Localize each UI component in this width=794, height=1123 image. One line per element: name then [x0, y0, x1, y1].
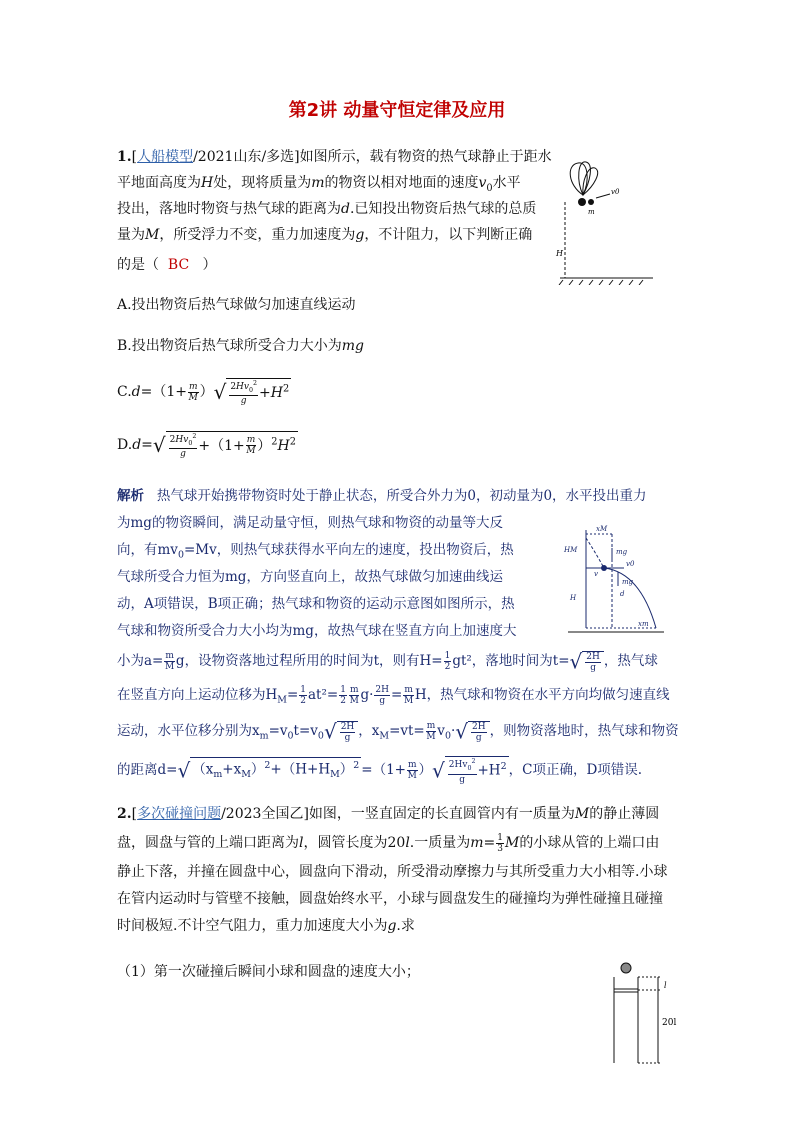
label-H: H: [570, 594, 577, 602]
q2-text: ，圆管长度为20: [303, 835, 406, 851]
q1-text: 如图所示，载有物资的热气球静止于距水: [299, 149, 552, 165]
solution-text: 小为a=: [117, 653, 164, 669]
solution-text: gt²，落地时间为t=: [452, 653, 570, 669]
solution-line-4: 气球所受合力恒为mg，方向竖直向上，故热气球做匀加速曲线运: [117, 569, 503, 585]
q2-source: /2023全国乙]: [221, 806, 309, 822]
label-mg-down: mg: [622, 578, 634, 586]
q2-line-2: 盘，圆盘与管的上端口距离为l，圆管长度为20l.一质量为m= $\frac{1}{3}$ M的小球从管的上端口由: [117, 832, 660, 854]
solution-text: 在竖直方向上运动位移为H: [117, 687, 278, 703]
q1-text: 水平: [492, 175, 521, 191]
solution-text: 的距离d=: [117, 762, 178, 778]
q1-option-b: B.投出物资后热气球所受合力大小为mg: [117, 338, 364, 354]
q1-number: 1.: [117, 149, 132, 165]
q2-text: .一质量为: [409, 835, 471, 851]
cargo-ball: [588, 199, 594, 205]
q1-text: 投出，落地时物资与热气球的距离为: [117, 201, 341, 217]
q1-option-c-text: C.: [117, 384, 132, 400]
q2-number: 2.: [117, 806, 132, 822]
solution-text: =: [286, 687, 299, 703]
q1-line-1: 1.[人船模型/2021山东/多选]如图所示，载有物资的热气球静止于距水: [117, 149, 552, 165]
q1-option-a: A.投出物资后热气球做匀加速直线运动: [117, 297, 356, 313]
solution-label: 解析: [117, 488, 144, 504]
q2-text: 如图，一竖直固定的长直圆管内有一质量为: [308, 806, 575, 822]
solution-text: ，x: [358, 723, 380, 739]
q2-line-4: 在管内运动时与管壁不接触，圆盘始终水平，小球与圆盘发生的碰撞均为弹性碰撞且碰撞: [117, 891, 663, 907]
solution-text: =: [391, 687, 403, 703]
q2-text: 的小球从管的上端口由: [519, 835, 660, 851]
solution-line-5: 动，A项错误，B项正确；热气球和物资的运动示意图如图所示，热: [117, 596, 515, 612]
solution-text: t=v: [293, 723, 318, 739]
solution-text: 热气球开始携带物资时处于静止状态，所受合外力为0，初动量为0，水平投出重力: [156, 488, 647, 504]
label-H: H: [556, 249, 563, 258]
q1-tag-link[interactable]: 人船模型: [137, 149, 194, 165]
q2-tag-link[interactable]: 多次碰撞问题: [137, 806, 222, 822]
label-m: m: [588, 208, 595, 216]
solution-text: v: [437, 723, 445, 739]
label-d: d: [620, 590, 625, 598]
label-v: v: [594, 570, 598, 578]
q1-line-3: 投出，落地时物资与热气球的距离为d.已知投出物资后热气球的总质: [117, 201, 537, 217]
q1-text: 的物资以相对地面的速度: [324, 175, 479, 191]
label-mg-up: mg: [616, 548, 628, 556]
solution-text: g·: [360, 687, 374, 703]
q1-answer: BC: [167, 257, 190, 273]
q2-line-5: 时间极短.不计空气阻力，重力加速度大小为g.求: [117, 918, 415, 934]
label-xM: xM: [596, 525, 608, 533]
balloon-figure: [548, 160, 688, 285]
q1-line-2: 平地面高度为H处，现将质量为m的物资以相对地面的速度$v_0$水平: [117, 175, 521, 194]
solution-line-2: 为mg的物资瞬间，满足动量守恒，则热气球和物资的动量等大反: [117, 515, 503, 531]
solution-line-6: 气球和物资所受合力大小均为mg，故热气球在竖直方向上加速度大: [117, 623, 517, 639]
q2-text: .求: [396, 918, 415, 934]
solution-line-7: 小为a= $\frac{m}{M}$ g，设物资落地过程所用的时间为t，则有H= $\frac{1}{2}$ gt²，落地时间为t=√ $\frac{2H}{g}$ ，热气球: [117, 649, 658, 674]
q2-line-1: 2.[多次碰撞问题/2023全国乙]如图，一竖直固定的长直圆管内有一质量为M的静止薄圆: [117, 806, 660, 822]
solution-text: ，则物资落地时，热气球和物资: [489, 723, 679, 739]
label-v0: v0: [626, 560, 635, 568]
q2-text: 盘，圆盘与管的上端口距离为: [117, 835, 299, 851]
q2-line-3: 静止下落，并撞在圆盘中心，圆盘向下滑动，所受滑动摩擦力与其所受重力大小相等.小球: [117, 864, 668, 880]
solution-text: 向，有mv: [117, 542, 178, 558]
solution-text: ，热气球: [603, 653, 658, 669]
solution-line-1: [117, 481, 647, 511]
motion-diagram: [560, 520, 670, 638]
solution-text: ，C项正确，D项错误.: [508, 762, 643, 778]
solution-line-9: 运动，水平位移分别为$x_m=v_0t=v_0√$ $\frac{2H}{g}$ ，$x_M=vt=$ $\frac{m}{M}$ $v_0\cdot√$ $\frac{2H}{g}$ ，则物资落地时，热气球和物资: [117, 719, 679, 744]
gondola: [578, 198, 586, 206]
label-HM: HM: [564, 546, 578, 554]
label-xm: xm: [638, 620, 649, 628]
solution-line-8: 在竖直方向上运动位移为$H_M=$ $\frac{1}{2}$ at²= $\frac{1}{2}$ $\frac{m}{M}$ g· $\frac{2H}{g}$ = $\frac{m}{M}$ H，热气球和物资在水平方向均做匀速直线: [117, 685, 670, 706]
q1-text: ，所受浮力不变，重力加速度为: [159, 227, 356, 243]
solution-text: 运动，水平位移分别为x: [117, 723, 260, 739]
q1-line-5: [117, 250, 217, 280]
q1-option-b-text: B.投出物资后热气球所受合力大小为: [117, 338, 342, 354]
q1-source: /2021山东/多选]: [193, 149, 300, 165]
tube-figure: [600, 955, 690, 1067]
q1-text: .已知投出物资后热气球的总质: [349, 201, 537, 217]
solution-text: =v: [268, 723, 288, 739]
q2-text: 时间极短.不计空气阻力，重力加速度大小为: [117, 918, 388, 934]
balloon-trajectory: [586, 538, 604, 568]
solution-text: at²=: [308, 687, 339, 703]
solution-text: H，热气球和物资在水平方向均做匀速直线: [414, 687, 670, 703]
q1-option-d-text: D.: [117, 437, 133, 453]
q1-text: ，不计阻力，以下判断正确: [364, 227, 533, 243]
label-l: l: [664, 981, 667, 990]
q1-option-c: C.d=（1+ $\frac{m}{M}$ ）√ $\frac{2Hv_0^2}{g}$ $+H^2$: [117, 379, 290, 407]
q1-text: 的是（: [117, 257, 159, 273]
velocity-arrow: [596, 194, 610, 198]
q1-text: 处，现将质量为: [213, 175, 312, 191]
q1-option-d: D.d=√ $\frac{2Hv_0^2}{g}$ +（1+ $\frac{m}{M}$ ）$^2H^2$: [117, 432, 296, 460]
solution-text: =（1+: [361, 762, 406, 778]
q1-text: 平地面高度为: [117, 175, 201, 191]
label-20l: 20l: [662, 1018, 677, 1028]
q2-sub-question-1: （1）第一次碰撞后瞬间小球和圆盘的速度大小；: [117, 964, 420, 980]
page-title: 第2讲 动量守恒定律及应用: [288, 100, 506, 121]
solution-text: g，设物资落地过程所用的时间为t，则有H=: [175, 653, 443, 669]
cargo-ball: [601, 565, 607, 571]
solution-text: =vt=: [389, 723, 425, 739]
solution-text: ）: [418, 762, 433, 778]
small-ball: [621, 963, 631, 973]
q1-text: 量为: [117, 227, 145, 243]
label-v0: v0: [611, 188, 620, 196]
solution-line-10: 的距离d=√ $(x_m+x_M)^2+(H+H_M)^2 =(1+$ $\frac{m}{M}$ ）√ $\frac{2Hv_0^2}{g}$ $+H^2$ ，C项正确，D项错误.: [117, 758, 643, 785]
q1-text: ）: [202, 257, 217, 273]
solution-line-3: 向，有$mv_0=Mv$，则热气球获得水平向左的速度，投出物资后，热: [117, 542, 514, 561]
q2-text: 的静止薄圆: [589, 806, 660, 822]
q1-line-4: 量为M，所受浮力不变，重力加速度为g，不计阻力，以下判断正确: [117, 227, 533, 243]
solution-text: =Mv，则热气球获得水平向左的速度，投出物资后，热: [183, 542, 514, 558]
